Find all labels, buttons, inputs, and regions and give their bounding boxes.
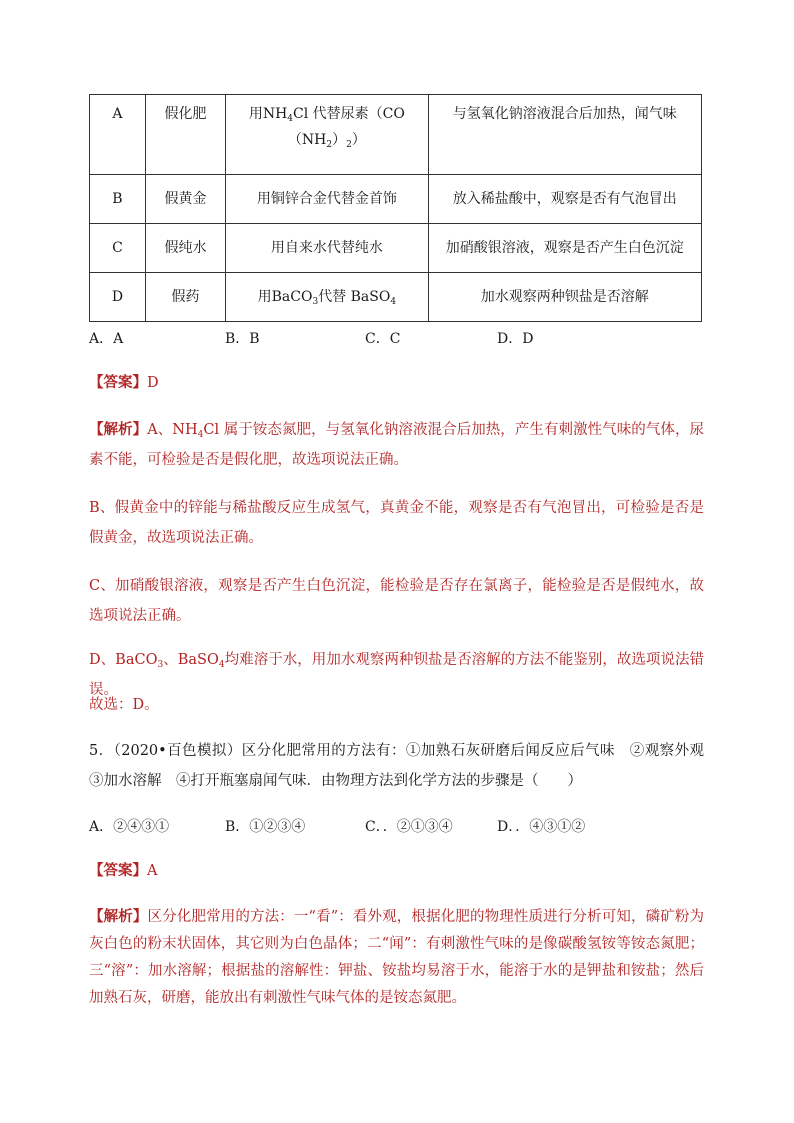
q4-option-d: D．D (497, 331, 534, 347)
q4-option-a: A．A (89, 331, 124, 347)
row-id: B (90, 175, 146, 224)
row-test: 加水观察两种钡盐是否溶解 (428, 273, 702, 322)
q4-option-b: B．B (225, 331, 260, 347)
q4-option-c: C．C (365, 331, 401, 347)
row-test: 加硝酸银溶液，观察是否产生白色沉淀 (428, 224, 702, 273)
row-method: 用$NH_4Cl$ 代替尿素$(CO(NH_2)_2)$ (226, 95, 428, 175)
q4-analysis-b: B、假黄金中的锌能与稀盐酸反应生成氢气，真黄金不能，观察是否有气泡冒出，可检验是否是假黄金，故选项说法正确。 (89, 500, 704, 546)
q5-option-a: A．②④③① (89, 819, 170, 835)
row-test: 与氢氧化钠溶液混合后加热，闻气味 (428, 95, 702, 175)
table-row (90, 95, 702, 175)
q5-option-b: B．①②③④ (225, 819, 306, 835)
row-method: 用BaCO$_3$代替 BaSO$_4$ (226, 273, 428, 322)
q4-conclusion: 故选：D。 (89, 697, 159, 713)
q4-analysis-c: C、加硝酸银溶液，观察是否产生白色沉淀，能检验是否存在氯离子，能检验是否是假纯水，故选项说法正确。 (89, 578, 704, 624)
row-name: 假黄金 (145, 175, 225, 224)
q4-analysis-d: D、BaCO$_3$、BaSO$_4$均难溶于水，用加水观察两种钡盐是否溶解的方法不能鉴别，故选项说法错误。 (89, 652, 704, 698)
q4-answer: 【答案】D (89, 374, 159, 391)
row-id: A (90, 95, 146, 175)
row-name: 假药 (145, 273, 225, 322)
table-row (90, 224, 702, 273)
row-id: D (90, 273, 146, 322)
row-name: 假化肥 (145, 95, 225, 175)
q5-option-c: C．．②①③④ (365, 819, 453, 835)
table-row (90, 273, 702, 322)
q5-stem: 5．（2020•百色模拟）区分化肥常用的方法有：①加熟石灰研磨后闻反应后气味 ②观察外观 ③加水溶解 ④打开瓶塞扇闻气味．由物理方法到化学方法的步骤是（ ） (89, 743, 719, 789)
q4-analysis-a: 【解析】A、$NH_4Cl$ 属于铵态氮肥，与氢氧化钠溶液混合后加热，产生有刺激性气味的气体，尿素不能，可检验是否是假化肥，故选项说法正确。 (89, 421, 704, 468)
row-method: 用自来水代替纯水 (226, 224, 428, 273)
q5-answer: 【答案】A (89, 862, 158, 879)
comparison-table (89, 94, 702, 322)
row-name: 假纯水 (145, 224, 225, 273)
q5-option-d: D．．④③①② (497, 819, 586, 835)
row-id: C (90, 224, 146, 273)
q5-analysis: 【解析】区分化肥常用的方法：一“看”：看外观，根据化肥的物理性质进行分析可知，磷矿粉为灰白色的粉末状固体，其它则为白色晶体；二“闻”：有刺激性气味的是像碳酸氢铵等铵态氮肥；三“溶”：加水溶解；根据盐的溶解性：钾盐、铵盐均易溶于水，能溶于水的是钾盐和铵盐；然后加熟石灰，研磨，能放出有刺激性气味气体的是铵态氮肥。 (89, 908, 705, 1006)
table-row (90, 175, 702, 224)
row-test: 放入稀盐酸中，观察是否有气泡冒出 (428, 175, 702, 224)
row-method: 用铜锌合金代替金首饰 (226, 175, 428, 224)
